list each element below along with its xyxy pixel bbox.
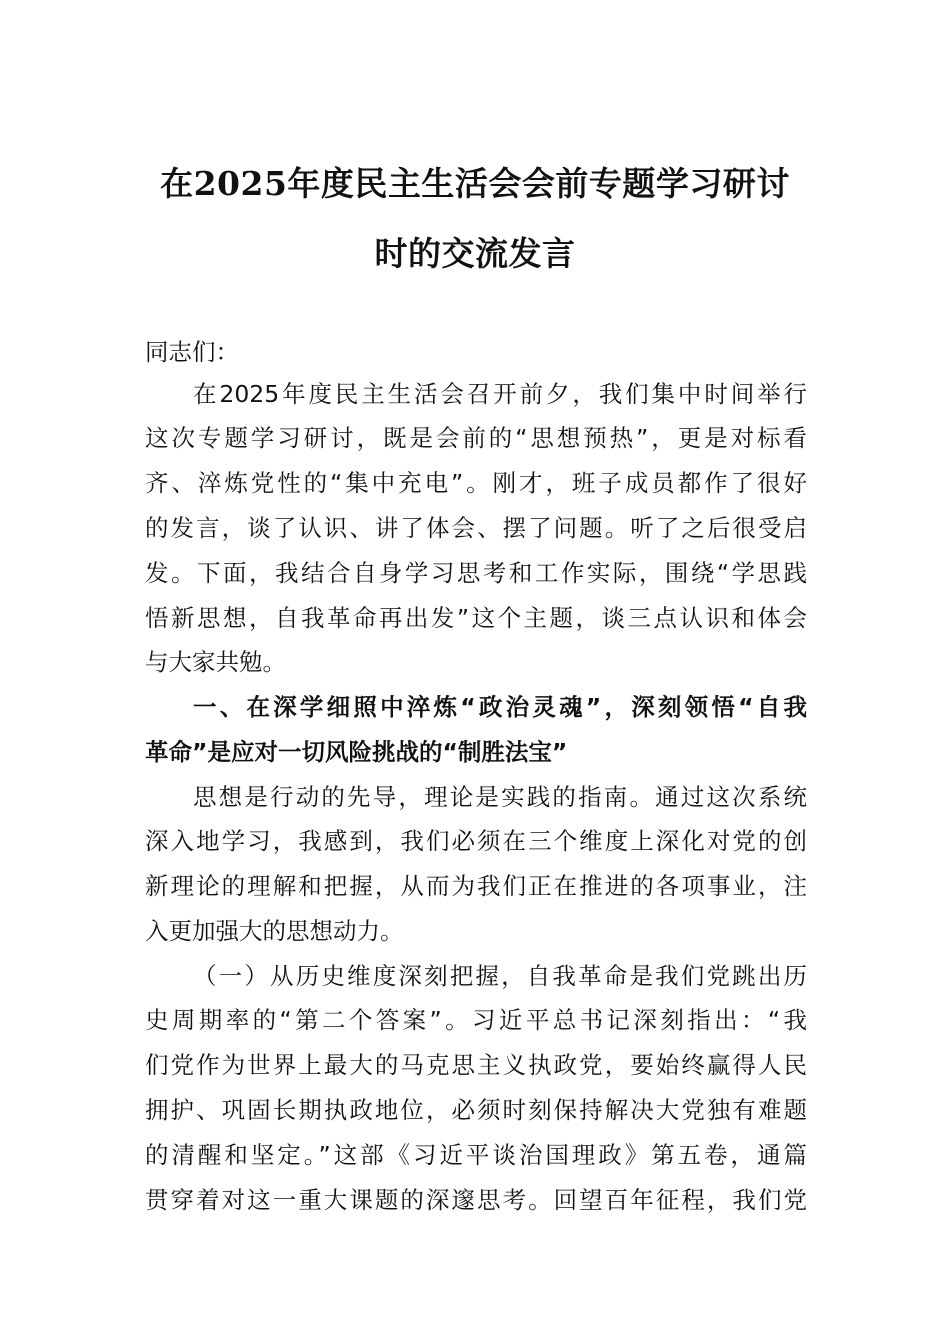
- paragraph-line: 悟新思想，自我革命再出发”这个主题，谈三点认识和体会: [145, 604, 807, 632]
- paragraph-line: 发。下面，我结合自身学习思考和工作实际，围绕“学思践: [145, 559, 807, 587]
- paragraph-line: 齐、淬炼党性的“集中充电”。刚才，班子成员都作了很好: [145, 469, 807, 497]
- paragraph-line: 与大家共勉。: [145, 648, 286, 676]
- paragraph-line: 们党作为世界上最大的马克思主义执政党，要始终赢得人民: [145, 1051, 807, 1079]
- paragraph-line: 拥护、巩固长期执政地位，必须时刻保持解决大党独有难题: [145, 1096, 807, 1124]
- paragraph-line: 这次专题学习研讨，既是会前的“思想预热”，更是对标看: [145, 424, 807, 452]
- document-title-line-2: 时的交流发言: [374, 234, 576, 273]
- paragraph-line: （一）从历史维度深刻把握，自我革命是我们党跳出历: [193, 962, 807, 990]
- paragraph-line: 入更加强大的思想动力。: [145, 917, 404, 945]
- paragraph-line: 思想是行动的先导，理论是实践的指南。通过这次系统: [193, 783, 807, 811]
- paragraph-line: 的清醒和坚定。”这部《习近平谈治国理政》第五卷，通篇: [145, 1141, 807, 1169]
- document-title-line-1: 在2025年度民主生活会会前专题学习研讨: [160, 164, 790, 203]
- paragraph-line: 在2025年度民主生活会召开前夕，我们集中时间举行: [193, 380, 807, 408]
- section-heading-line: 革命”是应对一切风险挑战的“制胜法宝”: [145, 738, 568, 766]
- paragraph-line: 新理论的理解和把握，从而为我们正在推进的各项事业，注: [145, 872, 807, 900]
- section-heading-line: 一、在深学细照中淬炼“政治灵魂”，深刻领悟“自我: [193, 693, 807, 721]
- paragraph-line: 史周期率的“第二个答案”。习近平总书记深刻指出：“我: [145, 1006, 807, 1034]
- paragraph-line: 深入地学习，我感到，我们必须在三个维度上深化对党的创: [145, 827, 807, 855]
- paragraph-line: 贯穿着对这一重大课题的深邃思考。回望百年征程，我们党: [145, 1186, 807, 1214]
- greeting: 同志们：: [145, 338, 239, 366]
- paragraph-line: 的发言，谈了认识、讲了体会、摆了问题。听了之后很受启: [145, 514, 807, 542]
